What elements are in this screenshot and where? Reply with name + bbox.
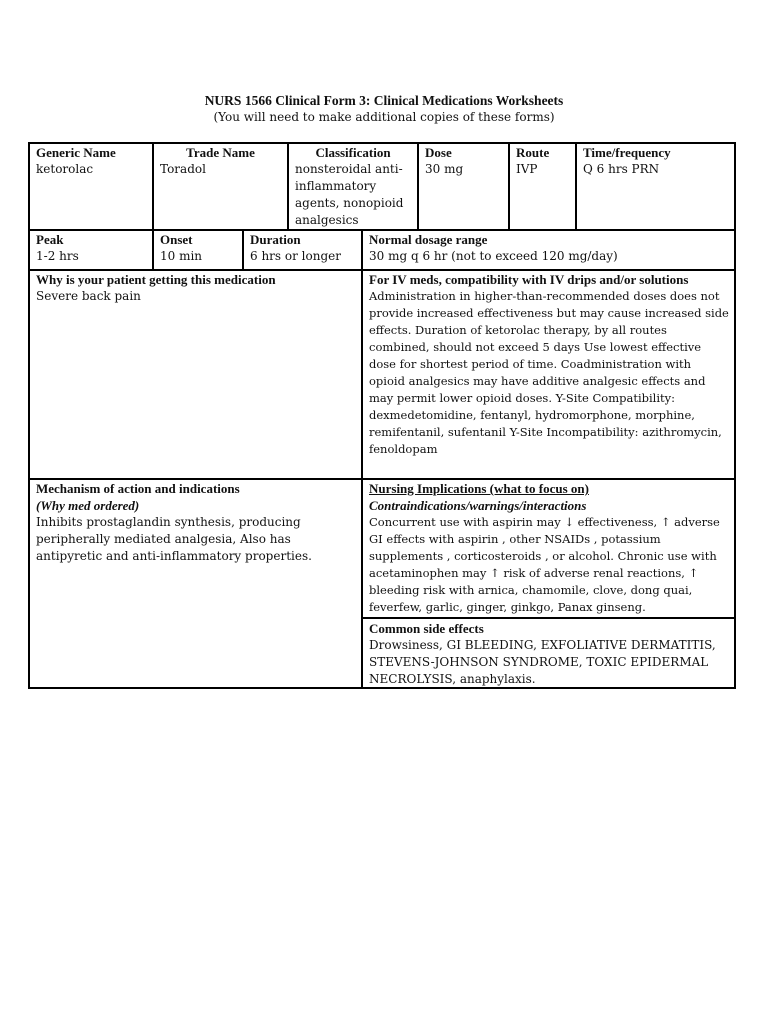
dosage-range-value: 30 mg q 6 hr (not to exceed 120 mg/day) (369, 249, 618, 263)
trade-name-cell (153, 143, 287, 229)
peak-value: 1-2 hrs (36, 249, 79, 263)
iv-compatibility-value: Administration in higher-than-recommended doses does not provide increased effectiveness but may cause increased side effects. Duration of ketorolac therapy, by all routes combined, should not exceed 5 days Use lowest effective dose for shortest period of time. Coadministration with opioid analgesics may have additive analgesic effects and may permit lower opioid doses. Y-Site Compatibility: dexmedetomidine, fentanyl, hydromorphone, morphine, remifentanil, sufentanil Y-Site Incompatibility: azithromycin, fenoldopam (369, 289, 729, 456)
side-effects-label: Common side effects (369, 621, 484, 636)
nursing-implications-label: Nursing Implications (what to focus on) (369, 481, 589, 496)
onset-cell (153, 230, 242, 269)
route-value: IVP (516, 162, 538, 176)
side-effects-cell (362, 619, 734, 687)
mechanism-label: Mechanism of action and indications (36, 481, 240, 496)
generic-name-cell (29, 143, 152, 229)
reason-label: Why is your patient getting this medication (36, 272, 276, 287)
route-cell (509, 143, 575, 229)
mechanism-value: Inhibits prostaglandin synthesis, producing peripherally mediated analgesia, Also has antipyretic and anti-inflammatory properties. (36, 515, 312, 563)
duration-label: Duration (250, 232, 301, 247)
route-label: Route (516, 145, 550, 160)
dose-label: Dose (425, 145, 452, 160)
trade-name-value: Toradol (160, 162, 206, 176)
nursing-implications-cell (362, 479, 734, 617)
page-subtitle: (You will need to make additional copies of these forms) (213, 110, 555, 124)
mechanism-cell (29, 479, 361, 687)
side-effects-value: Drowsiness, GI BLEEDING, EXFOLIATIVE DERMATITIS, STEVENS-JOHNSON SYNDROME, TOXIC EPIDERMAL NECROLYSIS, anaphylaxis. (369, 638, 716, 686)
reason-cell (29, 270, 361, 478)
reason-value: Severe back pain (36, 289, 141, 303)
onset-value: 10 min (160, 249, 203, 263)
generic-name-value: ketorolac (36, 162, 94, 176)
classification-value: nonsteroidal anti-inflammatory agents, nonopioid analgesics (295, 162, 404, 227)
dose-cell (418, 143, 508, 229)
mechanism-sublabel: (Why med ordered) (36, 498, 140, 513)
dose-value: 30 mg (425, 162, 464, 176)
table-border-bottom (28, 687, 736, 689)
dosage-range-cell (362, 230, 734, 269)
nursing-implications-value: Concurrent use with aspirin may ↓ effectiveness, ↑ adverse GI effects with aspirin , other NSAIDs , potassium supplements , corticosteroids , or alcohol. Chronic use with acetaminophen may ↑ risk of adverse renal reactions, ↑ bleeding risk with arnica, chamomile, clove, dong quai, feverfew, garlic, ginger, ginkgo, Panax ginseng. (369, 515, 720, 614)
frequency-label: Time/frequency (583, 145, 671, 160)
duration-cell (243, 230, 361, 269)
page-title: NURS 1566 Clinical Form 3: Clinical Medications Worksheets (204, 93, 564, 108)
iv-compatibility-label: For IV meds, compatibility with IV drips and/or solutions (369, 272, 689, 287)
classification-label: Classification (315, 145, 391, 160)
peak-cell (29, 230, 152, 269)
duration-value: 6 hrs or longer (250, 249, 341, 263)
iv-compatibility-cell (362, 270, 734, 478)
table-border-right (734, 142, 736, 688)
generic-name-label: Generic Name (36, 145, 116, 160)
peak-label: Peak (36, 232, 64, 247)
classification-cell (288, 143, 417, 229)
onset-label: Onset (160, 232, 193, 247)
frequency-cell (576, 143, 734, 229)
dosage-range-label: Normal dosage range (369, 232, 488, 247)
trade-name-label: Trade Name (186, 145, 255, 160)
frequency-value: Q 6 hrs PRN (583, 162, 660, 176)
nursing-implications-sublabel: Contraindications/warnings/interactions (369, 498, 587, 513)
